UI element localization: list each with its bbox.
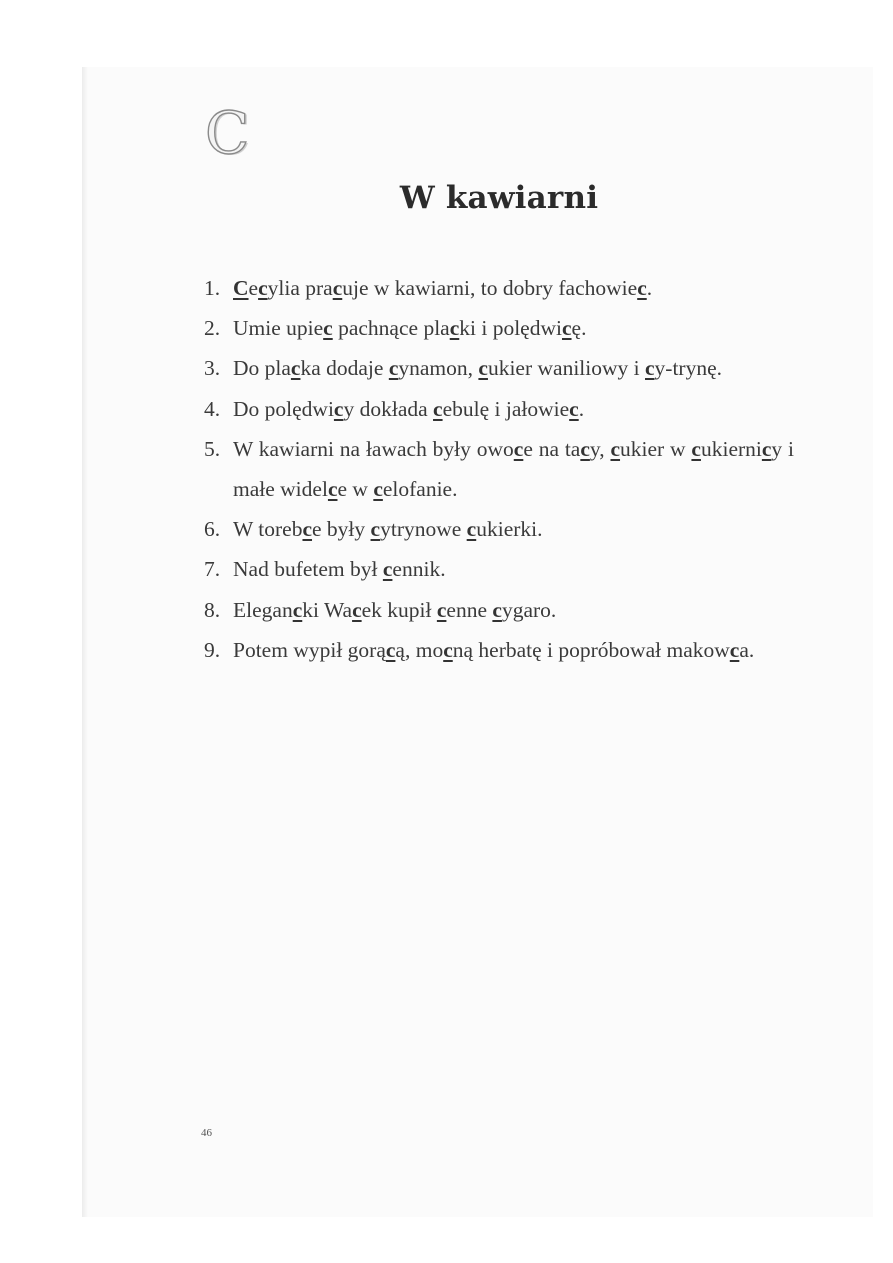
- text-segment: uje w kawiarni, to dobry fachowie: [342, 276, 638, 300]
- text-segment: elofanie.: [382, 477, 458, 502]
- list-item: [204, 268, 794, 308]
- text-segment: Potem wypił gorą: [233, 637, 386, 662]
- highlighted-letter: c: [637, 276, 647, 300]
- text-segment: ną herbatę i popróbował makow: [452, 637, 730, 662]
- text-segment: ka dodaje: [300, 356, 389, 381]
- text-segment: ukier w: [620, 436, 692, 461]
- text-segment: ukierni: [700, 436, 762, 461]
- item-text: [233, 549, 794, 589]
- item-text: [233, 268, 794, 308]
- list-item: [204, 348, 794, 388]
- item-text: [233, 348, 794, 388]
- text-segment: e na ta: [523, 436, 581, 461]
- highlighted-letter: c: [645, 356, 655, 381]
- text-segment: W toreb: [233, 517, 303, 542]
- highlighted-letter: c: [513, 436, 524, 461]
- item-text: [233, 429, 794, 509]
- text-segment: Elegan: [233, 597, 293, 622]
- text-segment: .: [578, 396, 585, 421]
- text-segment: ą, mo: [395, 637, 444, 662]
- item-number: 9.: [204, 637, 221, 662]
- text-segment: W kawiarni na ławach były owo: [233, 436, 514, 461]
- highlighted-letter: c: [569, 396, 579, 421]
- highlighted-letter: c: [352, 597, 362, 622]
- highlighted-letter: c: [373, 477, 383, 502]
- highlighted-letter: C: [233, 276, 249, 300]
- page-title: W kawiarni: [399, 180, 599, 216]
- text-segment: ygaro.: [501, 597, 557, 622]
- text-segment: ukier waniliowy i: [487, 356, 645, 381]
- item-number: 3.: [204, 356, 221, 381]
- list-item: [204, 429, 794, 509]
- text-segment: e: [408, 316, 419, 341]
- text-segment: y i małe widel: [233, 436, 794, 502]
- list-item: [204, 509, 794, 549]
- text-segment: ebulę i jałowie: [442, 396, 570, 421]
- highlighted-letter: c: [327, 477, 338, 502]
- page-number: 46: [201, 1127, 212, 1139]
- item-text: [233, 509, 794, 549]
- text-segment: ę.: [571, 316, 587, 341]
- item-text: [233, 389, 794, 429]
- item-text: [233, 630, 794, 670]
- text-segment: ek kupił: [361, 597, 437, 622]
- highlighted-letter: c: [729, 637, 740, 662]
- text-segment: ki i polędwi: [459, 316, 562, 341]
- highlighted-letter: c: [258, 276, 268, 300]
- item-number: 4.: [204, 396, 221, 421]
- page-edge-shadow: [82, 67, 88, 1217]
- highlighted-letter: c: [333, 396, 344, 421]
- item-number: 8.: [204, 597, 221, 622]
- highlighted-letter: c: [292, 597, 303, 622]
- list-item: [204, 630, 794, 670]
- text-segment: a.: [739, 637, 755, 662]
- highlighted-letter: c: [492, 597, 502, 622]
- text-segment: Do polędwi: [233, 396, 334, 421]
- highlighted-letter: c: [466, 517, 477, 542]
- highlighted-letter: c: [332, 276, 343, 300]
- text-segment: pachnąc: [332, 316, 409, 341]
- list-item: [204, 590, 794, 630]
- chapter-letter: C: [205, 99, 250, 167]
- highlighted-letter: c: [302, 517, 313, 542]
- item-number: 6.: [204, 517, 221, 542]
- item-text: [233, 590, 794, 630]
- list-item: [204, 389, 794, 429]
- text-segment: .: [646, 276, 653, 300]
- text-segment: Umie upie: [233, 316, 324, 341]
- text-segment: e w: [337, 477, 374, 502]
- highlighted-letter: c: [691, 436, 701, 461]
- text-segment: ynamon,: [398, 356, 479, 381]
- item-number: 7.: [204, 557, 221, 582]
- highlighted-letter: c: [382, 557, 393, 582]
- item-text: [233, 308, 794, 348]
- highlighted-letter: c: [449, 316, 460, 341]
- text-segment: y-trynę.: [654, 356, 723, 381]
- list-item: [204, 308, 794, 348]
- sentence-list: [204, 268, 794, 670]
- text-segment: ytrynowe: [380, 517, 467, 542]
- highlighted-letter: c: [610, 436, 621, 461]
- highlighted-letter: c: [433, 396, 443, 421]
- text-segment: Nad bufetem był: [233, 557, 383, 582]
- highlighted-letter: c: [443, 637, 453, 662]
- highlighted-letter: c: [323, 316, 333, 341]
- highlighted-letter: c: [580, 436, 590, 461]
- highlighted-letter: c: [388, 356, 399, 381]
- text-segment: pla: [418, 316, 450, 341]
- text-segment: e: [248, 276, 259, 300]
- text-segment: enne: [446, 597, 493, 622]
- highlighted-letter: c: [478, 356, 488, 381]
- item-number: 1.: [204, 276, 221, 300]
- text-segment: Do pla: [233, 356, 291, 381]
- text-segment: e były: [312, 517, 371, 542]
- text-segment: ennik.: [392, 557, 446, 582]
- highlighted-letter: c: [385, 637, 396, 662]
- highlighted-letter: c: [761, 436, 772, 461]
- text-segment: ylia pra: [267, 276, 333, 300]
- highlighted-letter: c: [561, 316, 572, 341]
- text-segment: y dokłada: [343, 396, 434, 421]
- highlighted-letter: c: [370, 517, 381, 542]
- list-item: [204, 549, 794, 589]
- highlighted-letter: c: [436, 597, 447, 622]
- highlighted-letter: c: [290, 356, 301, 381]
- text-segment: y,: [589, 436, 611, 461]
- text-segment: ukierki.: [476, 517, 543, 542]
- item-number: 5.: [204, 436, 221, 461]
- text-segment: ki Wa: [302, 597, 353, 622]
- item-number: 2.: [204, 316, 221, 341]
